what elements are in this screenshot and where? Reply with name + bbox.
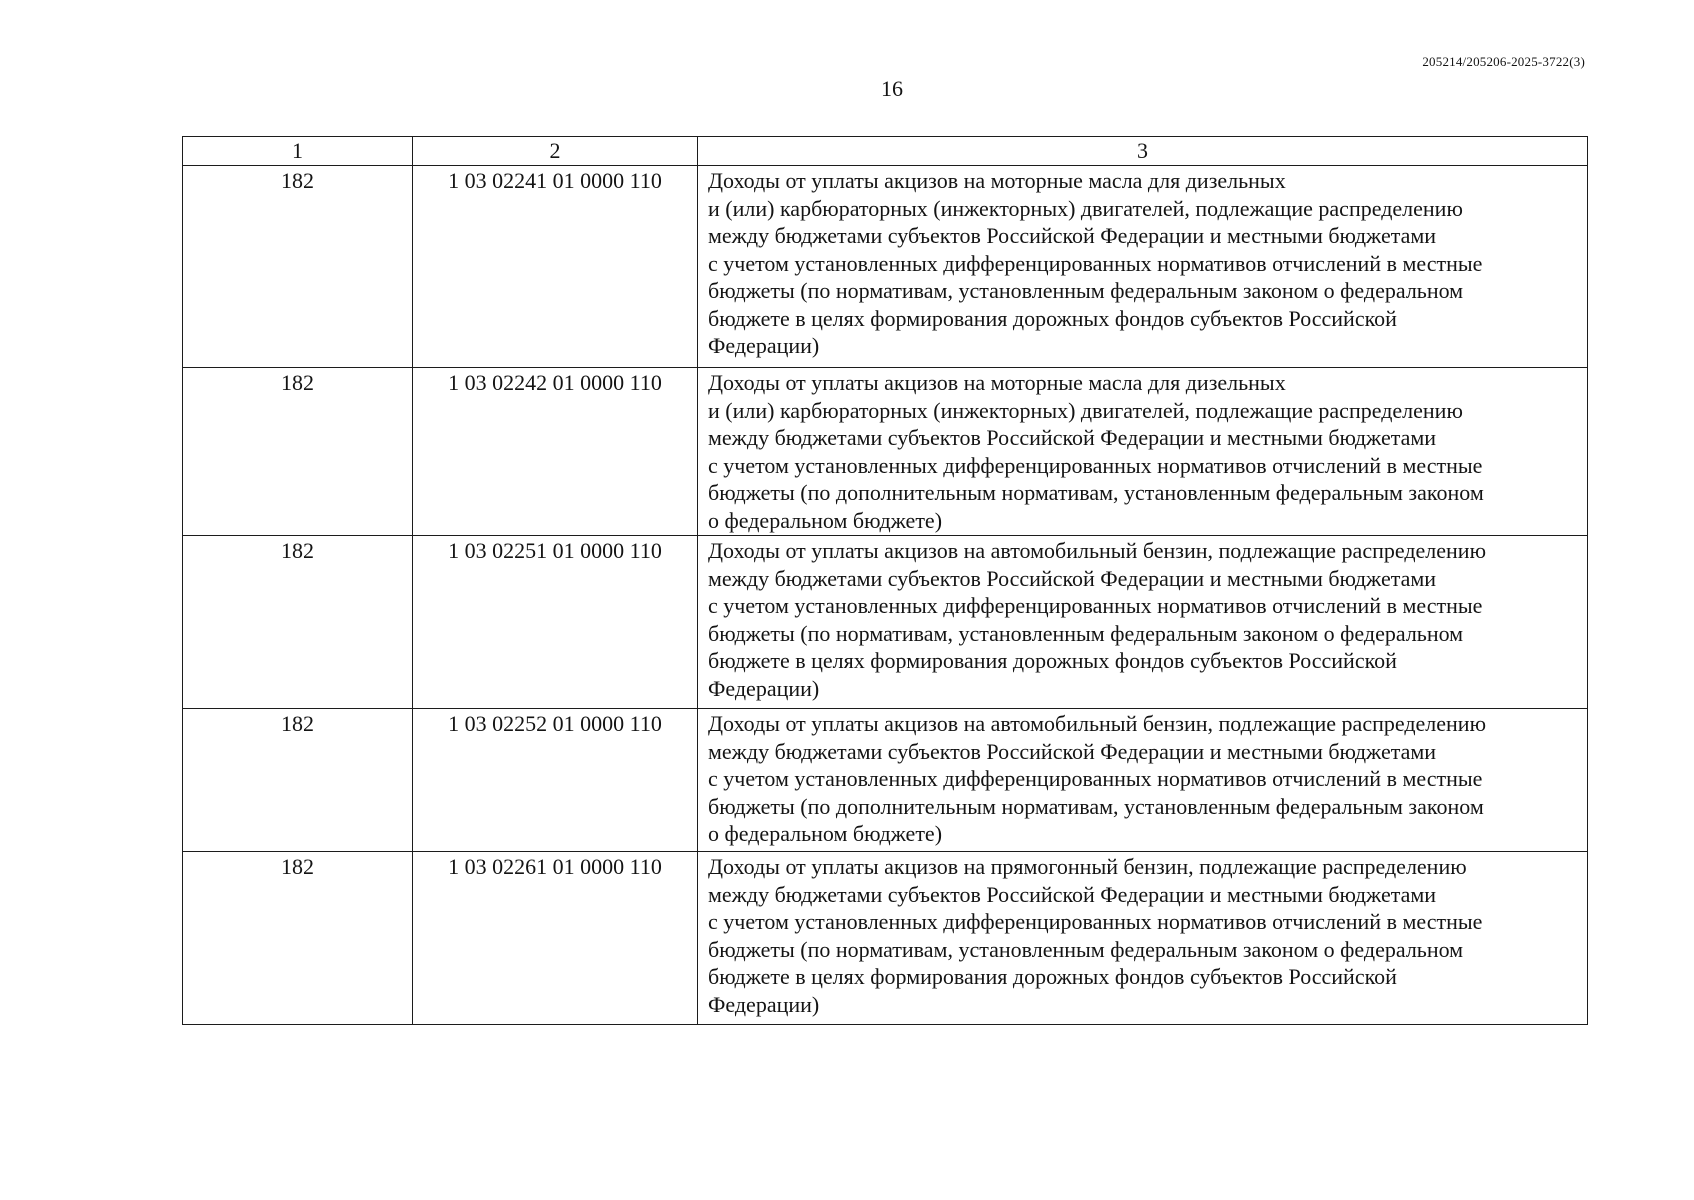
column-number-row	[183, 137, 1588, 166]
table-row	[183, 709, 1588, 852]
description-line: между бюджетами субъектов Российской Федерации и местными бюджетами	[708, 223, 1437, 248]
description-line: с учетом установленных дифференцированных нормативов отчислений в местные	[708, 593, 1483, 618]
description-line: бюджеты (по нормативам, установленным федеральным законом о федеральном	[708, 620, 1464, 646]
description-line: с учетом установленных дифференцированных нормативов отчислений в местные	[708, 766, 1483, 791]
description-line: с учетом установленных дифференцированных нормативов отчислений в местные	[708, 250, 1483, 276]
description-cell	[698, 368, 1588, 536]
description-line: Федерации)	[708, 333, 820, 358]
table-row	[183, 852, 1588, 1025]
description-line: между бюджетами субъектов Российской Федерации и местными бюджетами	[708, 738, 1437, 764]
description-line: бюджеты (по дополнительным нормативам, установленным федеральным законом	[708, 793, 1484, 819]
description-cell	[698, 166, 1588, 368]
description-line: Федерации)	[708, 675, 820, 701]
budget-code-cell: 1 03 02242 01 0000 110	[413, 368, 698, 536]
description-line: бюджете в целях формирования дорожных фондов субъектов Российской	[708, 648, 1397, 673]
description-line: Доходы от уплаты акцизов на моторные масла для дизельных	[708, 370, 1286, 395]
description-line: между бюджетами субъектов Российской Федерации и местными бюджетами	[708, 565, 1437, 591]
admin-code-cell: 182	[183, 709, 413, 852]
description-line: между бюджетами субъектов Российской Федерации и местными бюджетами	[708, 425, 1437, 450]
description-cell	[698, 709, 1588, 852]
description-line: и (или) карбюраторных (инжекторных) двигателей, подлежащие распределению	[708, 195, 1463, 221]
description-line: с учетом установленных дифференцированных нормативов отчислений в местные	[708, 452, 1483, 478]
description-line: бюджеты (по дополнительным нормативам, установленным федеральным законом	[708, 480, 1484, 505]
description-line: Доходы от уплаты акцизов на прямогонный бензин, подлежащие распределению	[708, 854, 1467, 879]
description-cell	[698, 852, 1588, 1025]
description-cell	[698, 536, 1588, 709]
description-line: Доходы от уплаты акцизов на автомобильный бензин, подлежащие распределению	[708, 711, 1487, 736]
description-line: о федеральном бюджете)	[708, 821, 943, 846]
income-codes-table	[182, 136, 1588, 1025]
table-row	[183, 536, 1588, 709]
column-header-1: 1	[183, 137, 413, 166]
description-line: Доходы от уплаты акцизов на моторные масла для дизельных	[708, 168, 1286, 193]
description-line: бюджеты (по нормативам, установленным федеральным законом о федеральном	[708, 936, 1464, 962]
description-line: бюджеты (по нормативам, установленным федеральным законом о федеральном	[708, 278, 1464, 303]
page-number: 16	[881, 76, 903, 101]
budget-code-cell: 1 03 02251 01 0000 110	[413, 536, 698, 709]
document-id: 205214/205206-2025-3722(3)	[1422, 54, 1585, 69]
budget-code-cell: 1 03 02252 01 0000 110	[413, 709, 698, 852]
admin-code-cell: 182	[183, 368, 413, 536]
column-header-3: 3	[698, 137, 1588, 166]
description-line: о федеральном бюджете)	[708, 507, 943, 533]
description-line: и (или) карбюраторных (инжекторных) двигателей, подлежащие распределению	[708, 397, 1463, 423]
table-row	[183, 166, 1588, 368]
budget-code-cell: 1 03 02241 01 0000 110	[413, 166, 698, 368]
description-line: между бюджетами субъектов Российской Федерации и местными бюджетами	[708, 881, 1437, 907]
description-line: Доходы от уплаты акцизов на автомобильный бензин, подлежащие распределению	[708, 538, 1487, 563]
admin-code-cell: 182	[183, 852, 413, 1025]
admin-code-cell: 182	[183, 536, 413, 709]
description-line: с учетом установленных дифференцированных нормативов отчислений в местные	[708, 909, 1483, 934]
admin-code-cell: 182	[183, 166, 413, 368]
table-body	[183, 166, 1588, 1025]
description-line: бюджете в целях формирования дорожных фондов субъектов Российской	[708, 305, 1397, 331]
description-line: Федерации)	[708, 991, 820, 1017]
table-row	[183, 368, 1588, 536]
budget-code-cell: 1 03 02261 01 0000 110	[413, 852, 698, 1025]
column-header-2: 2	[413, 137, 698, 166]
description-line: бюджете в целях формирования дорожных фондов субъектов Российской	[708, 964, 1397, 989]
